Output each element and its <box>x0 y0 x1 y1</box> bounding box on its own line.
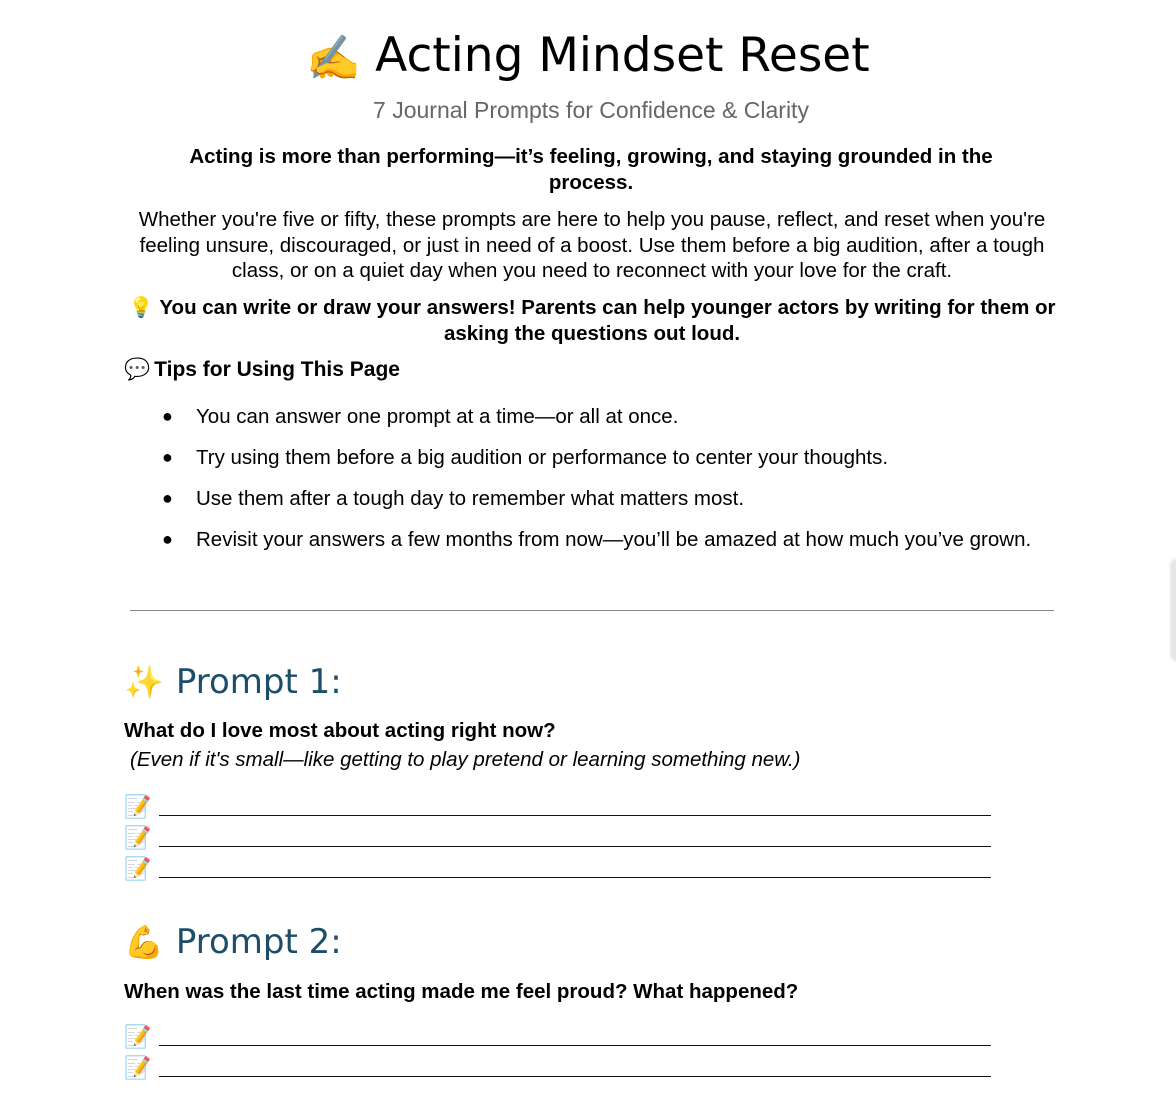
answer-blank[interactable] <box>159 1045 991 1046</box>
answer-line[interactable] <box>124 823 994 854</box>
prompt-1-answer-lines <box>124 792 994 885</box>
page-title-text: Acting Mindset Reset <box>375 28 870 83</box>
tips-list <box>160 404 1040 568</box>
speech-bubble-icon: 💬 <box>124 358 151 381</box>
prompt-2-answer-lines <box>124 1022 994 1084</box>
tip-text: You can answer one prompt at a time—or all at once. <box>196 405 679 428</box>
bullet-icon: ● <box>162 529 173 549</box>
parent-hint-text: You can write or draw your answers! Parents can help younger actors by writing for them or asking the questions out loud. <box>159 296 1056 345</box>
list-item <box>160 527 1040 553</box>
bullet-icon: ● <box>162 488 173 508</box>
page-title <box>0 26 1176 89</box>
tips-heading-text: Tips for Using This Page <box>154 358 400 381</box>
writing-hand-icon: ✍️ <box>306 33 362 84</box>
bullet-icon: ● <box>162 406 173 426</box>
flexed-biceps-icon: 💪 <box>124 923 164 961</box>
lightbulb-icon: 💡 <box>128 297 154 319</box>
memo-pencil-icon: 📝 <box>124 794 152 819</box>
prompt-1-question: What do I love most about acting right now? <box>124 719 556 742</box>
page-subtitle: 7 Journal Prompts for Confidence & Clarity <box>373 97 809 123</box>
tip-text: Use them after a tough day to remember what matters most. <box>196 487 745 510</box>
parent-hint <box>128 295 1056 347</box>
list-item <box>160 404 1040 430</box>
answer-line[interactable] <box>124 1022 994 1053</box>
answer-blank[interactable] <box>159 1076 991 1077</box>
memo-pencil-icon: 📝 <box>124 1024 152 1049</box>
side-panel-handle[interactable] <box>1172 560 1176 660</box>
bullet-icon: ● <box>162 447 173 467</box>
sparkles-icon: ✨ <box>124 663 164 701</box>
prompt-1-note: (Even if it's small—like getting to play pretend or learning something new.) <box>130 748 801 771</box>
section-divider <box>130 610 1054 611</box>
prompt-2-heading <box>124 920 342 964</box>
lead-statement: Acting is more than performing—it’s feeling, growing, and staying grounded in the process. <box>189 145 993 194</box>
tip-text: Revisit your answers a few months from now—you’ll be amazed at how much you’ve grown. <box>196 528 1032 551</box>
memo-pencil-icon: 📝 <box>124 1055 152 1080</box>
answer-line[interactable] <box>124 854 994 885</box>
answer-blank[interactable] <box>159 846 991 847</box>
tip-text: Try using them before a big audition or performance to center your thoughts. <box>196 446 889 469</box>
answer-line[interactable] <box>124 792 994 823</box>
tips-heading <box>124 357 400 383</box>
memo-pencil-icon: 📝 <box>124 856 152 881</box>
prompt-2-heading-text: Prompt 2: <box>175 922 342 962</box>
prompt-1-heading-text: Prompt 1: <box>175 662 342 702</box>
answer-blank[interactable] <box>159 877 991 878</box>
list-item <box>160 486 1040 512</box>
answer-line[interactable] <box>124 1053 994 1084</box>
answer-blank[interactable] <box>159 815 991 816</box>
memo-pencil-icon: 📝 <box>124 825 152 850</box>
intro-paragraph: Whether you're five or fifty, these prompts are here to help you pause, reflect, and reset when you're feeling unsure, discouraged, or just in need of a boost. Use them before a big audition, after a tough class, or on a quiet day when you need to reconnect with your love for the craft. <box>138 208 1046 282</box>
prompt-2-question: When was the last time acting made me feel proud? What happened? <box>124 980 799 1003</box>
prompt-1-heading <box>124 660 342 704</box>
list-item <box>160 445 1040 471</box>
